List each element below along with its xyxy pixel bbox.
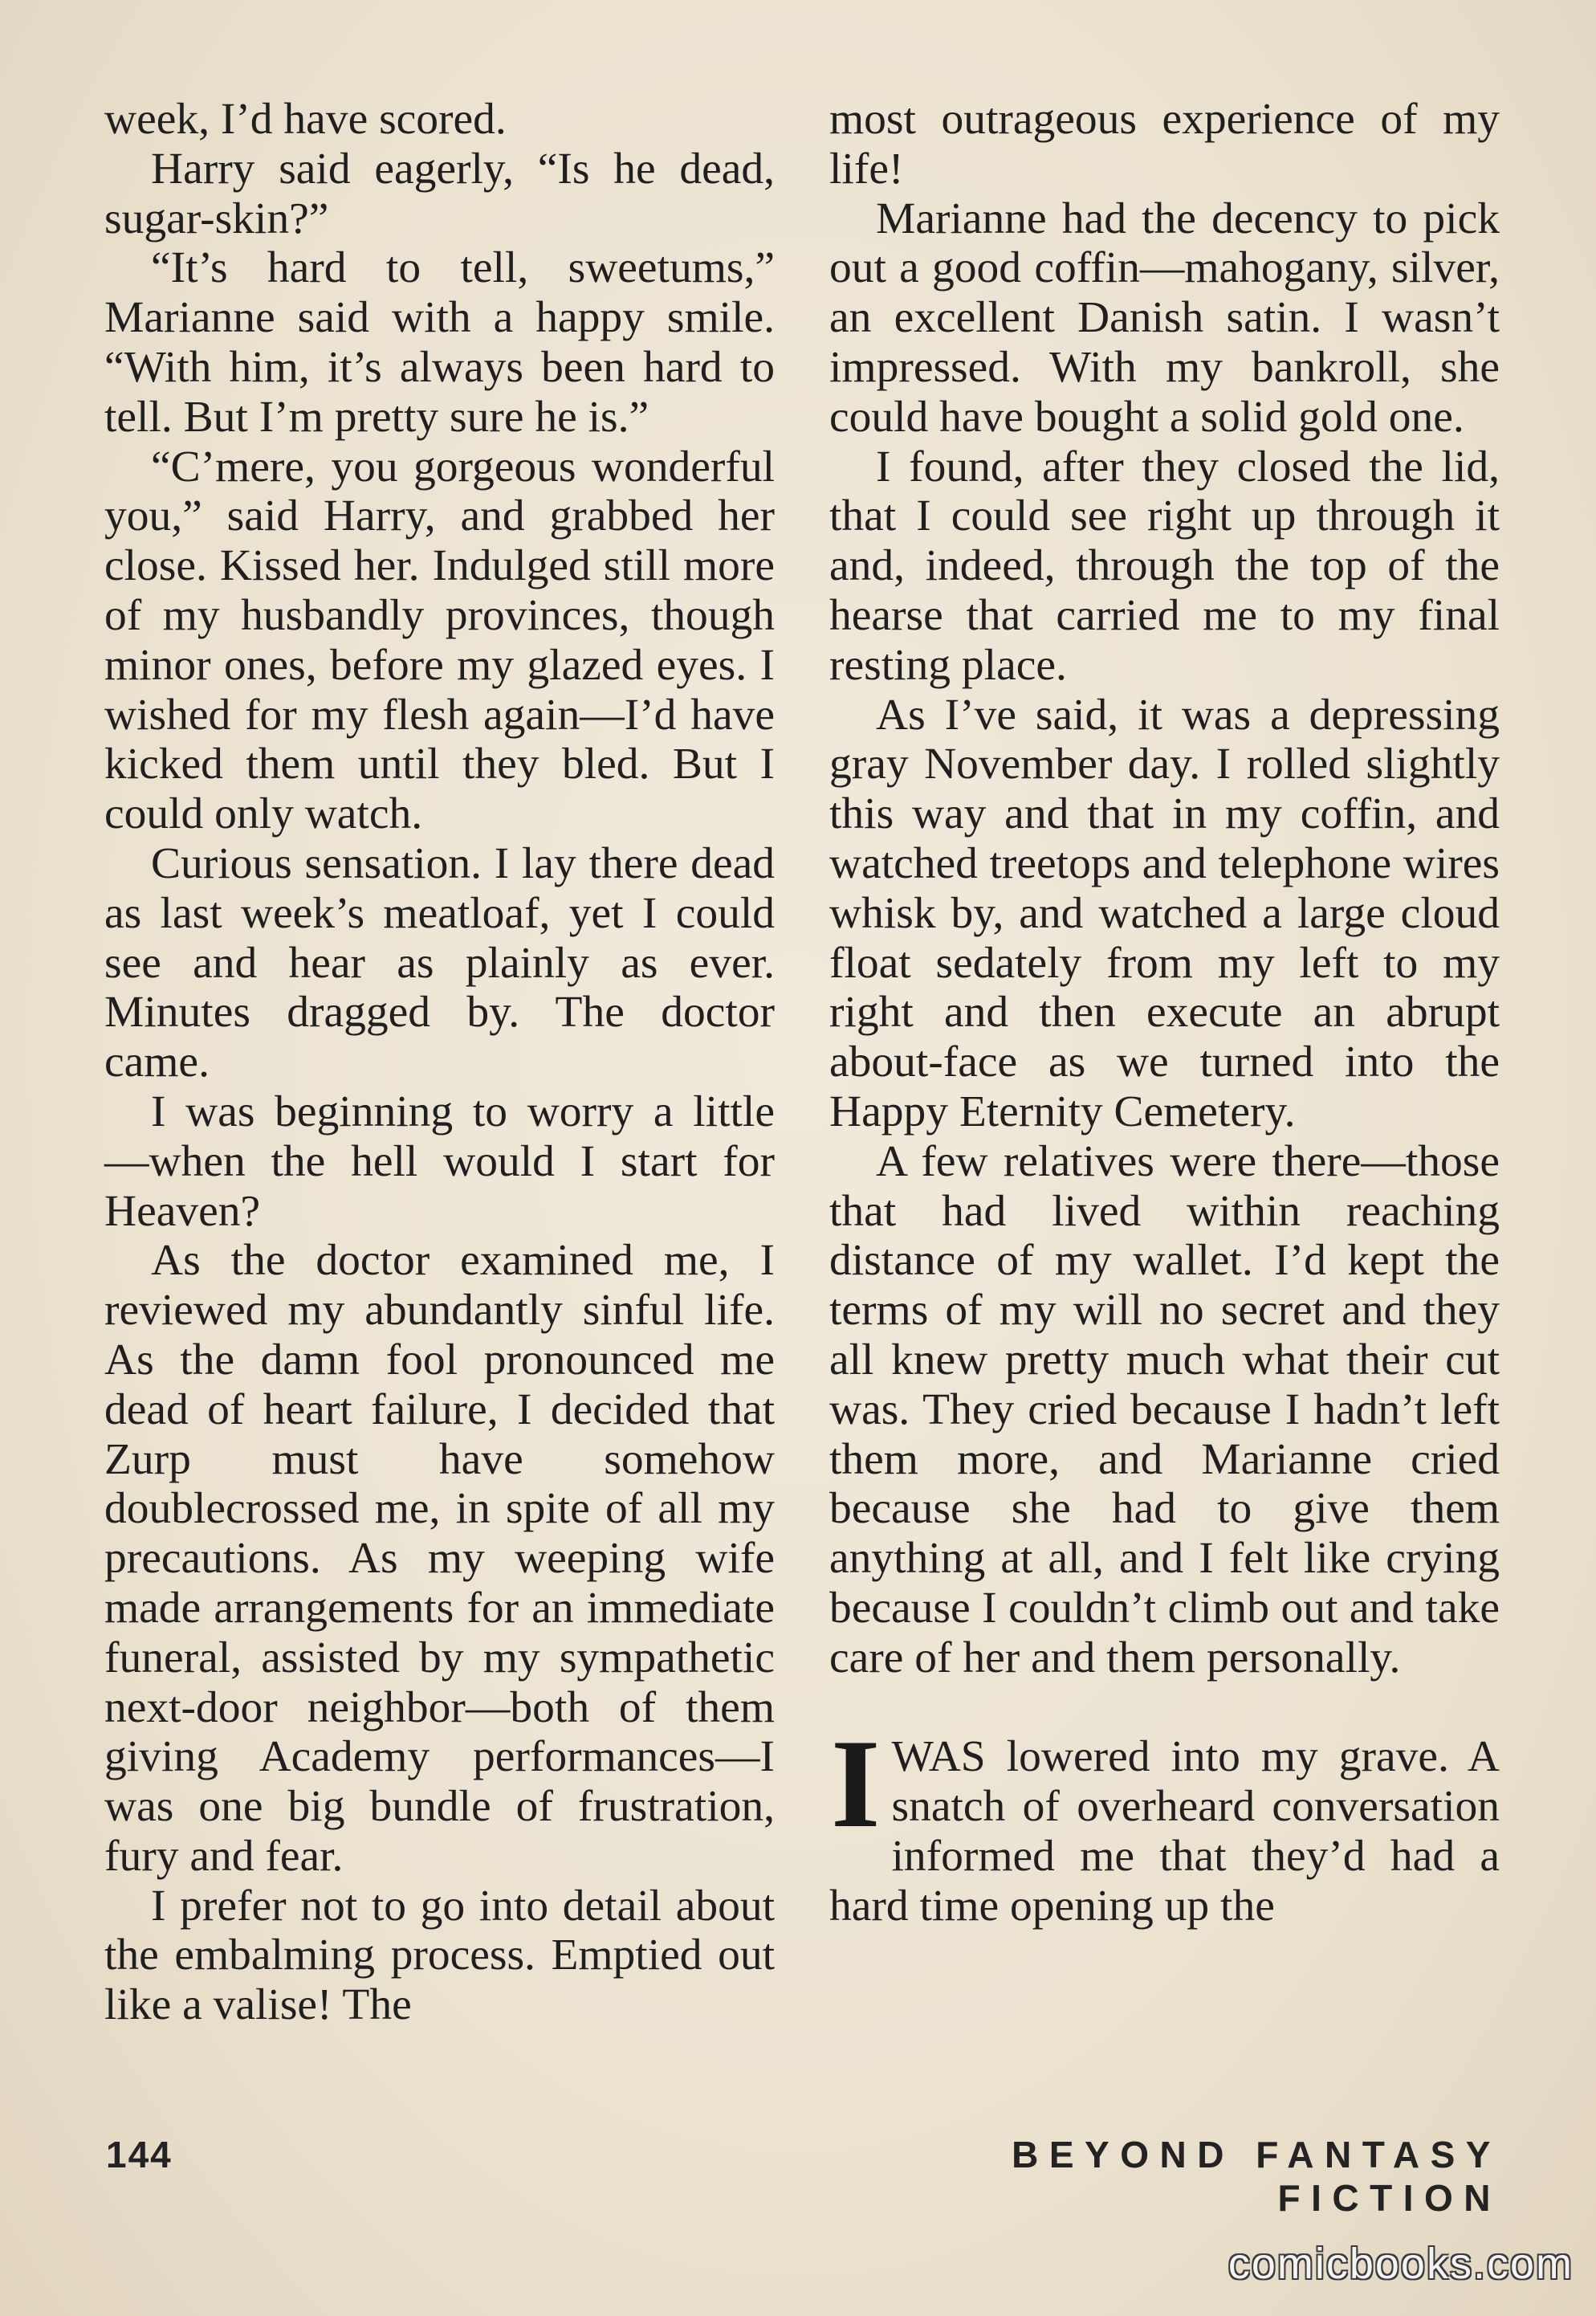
page-number: 144 [106, 2134, 173, 2175]
paragraph: week, I’d have scored. [104, 95, 507, 144]
paragraph: A few relatives were there—those that had lived within reaching distance of my wallet. I’d kept the terms of my will no secret and they all knew pretty much what their cut was. They cried because I hadn’t left them more, and Marianne cried because she had to give them anything at all, and I felt like crying because I couldn’t climb out and take care of her and them personally. [829, 1136, 1500, 1682]
left-column [104, 95, 775, 2030]
paragraph: Curious sensation. I lay there dead as last week’s meatloaf, yet I could see and hear as plainly as ever. Minutes dragged by. The doctor came. [104, 838, 775, 1087]
paragraph: “C’mere, you gorgeous wonderful you,” said Harry, and grabbed her close. Kissed her. Indulged still more of my husbandly provinces, though minor ones, before my glazed eyes. I wished for my flesh again—I’d have kicked them until they bled. But I could only watch. [104, 442, 775, 839]
drop-cap-text: WAS lowered into my grave. A snatch of overheard conversation informed me that they’d had a hard time opening up the [829, 1732, 1500, 1931]
drop-cap: I [831, 1714, 881, 1855]
paragraph: As I’ve said, it was a depressing gray November day. I rolled slightly this way and that in my coffin, and watched treetops and telephone wires whisk by, and watched a large cloud float sedately from my left to my right and then execute an abrupt about-face as we turned into the Happy Eternity Cemetery. [829, 690, 1500, 1136]
magazine-title: BEYOND FANTASY FICTION [1012, 2134, 1501, 2219]
paragraph: Marianne had the decency to pick out a good coffin—mahogany, silver, an excellent Danish satin. I wasn’t impressed. With my bankroll, she could have bought a solid gold one. [829, 194, 1500, 442]
watermark: comicbooks.com [1228, 2240, 1574, 2288]
paragraph: I prefer not to go into detail about the embalming process. Emptied out like a valise! The [104, 1881, 775, 2030]
paragraph: most outrageous experience of my life! [829, 95, 1500, 194]
paragraph: I was beginning to worry a little —when the hell would I start for Heaven? [104, 1087, 775, 1236]
paragraph: “It’s hard to tell, sweetums,” Marianne said with a happy smile. “With him, it’s always been hard to tell. But I’m pretty sure he is.” [104, 243, 775, 442]
paragraph: As the doctor examined me, I reviewed my abundantly sinful life. As the damn fool pronounced me dead of heart failure, I decided that Zurp must have somehow doublecrossed me, in spite of all my precautions. As my weeping wife made arrangements for an immediate funeral, assisted by my sympathetic next-door neighbor—both of them giving Academy performances—I was one big bundle of frustration, fury and fear. [104, 1236, 775, 1881]
drop-cap-paragraph [829, 1714, 1500, 1931]
paragraph: Harry said eagerly, “Is he dead, sugar-skin?” [104, 144, 775, 243]
paragraph: I found, after they closed the lid, that I could see right up through it and, indeed, through the top of the hearse that carried me to my final resting place. [829, 442, 1500, 690]
right-column [829, 95, 1500, 1931]
